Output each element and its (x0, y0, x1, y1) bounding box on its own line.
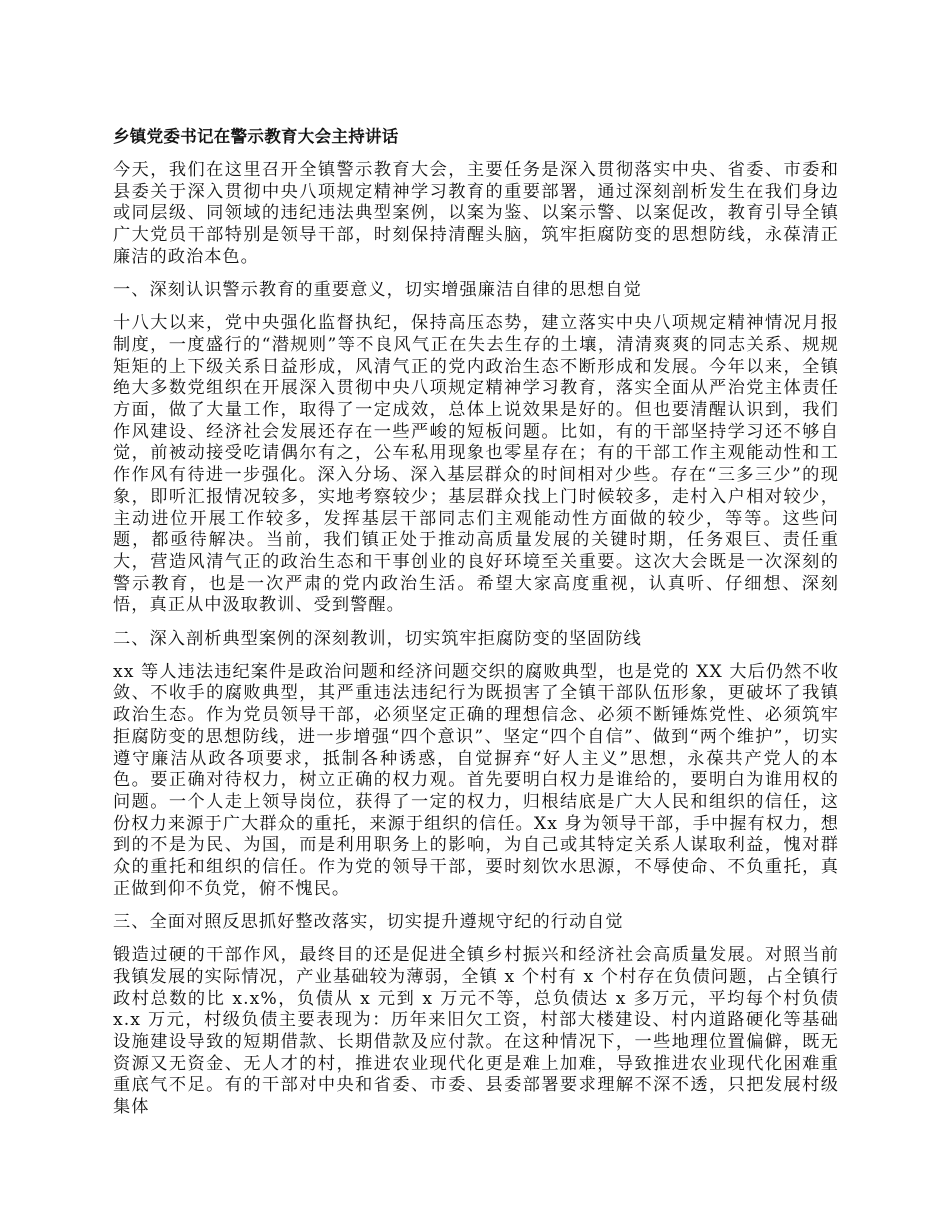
section-1-body: 十八大以来，党中央强化监督执纪，保持高压态势，建立落实中央八项规定精神情况月报制度，一度盛行的“潜规则”等不良风气正在失去生存的土壤，清清爽爽的同志关系、规规矩矩的上下级关系日益形成，风清气正的党内政治生态不断形成和发展。今年以来，全镇绝大多数党组织在开展深入贯彻中央八项规定精神学习教育，落实全面从严治党主体责任方面，做了大量工作，取得了一定成效，总体上说效果是好的。但也要清醒认识到，我们作风建设、经济社会发展还存在一些严峻的短板问题。比如，有的干部坚持学习还不够自觉，前被动接受吃请偶尔有之，公车私用现象也零星存在；有的干部工作主观能动性和工作作风有待进一步强化。深入分场、深入基层群众的时间相对少些。存在“三多三少”的现象，即听汇报情况较多，实地考察较少；基层群众找上门时候较多，走村入户相对较少，主动进位开展工作较多，发挥基层干部同志们主观能动性方面做的较少，等等。这些问题，都亟待解决。当前，我们镇正处于推动高质量发展的关键时期，任务艰巨、责任重大，营造风清气正的政治生态和干事创业的良好环境至关重要。这次大会既是一次深刻的警示教育，也是一次严肃的党内政治生活。希望大家高度重视，认真听、仔细想、深刻悟，真正从中汲取教训、受到警醒。 (113, 313, 839, 616)
section-1-heading: 一、深刻认识警示教育的重要意义，切实增强廉洁自律的思想自觉 (113, 280, 642, 301)
section-2-body: xx 等人违法违纪案件是政治问题和经济问题交织的腐败典型，也是党的 XX 大后仍然不收敛、不收手的腐败典型，其严重违法违纪行为既损害了全镇干部队伍形象，更破坏了我镇政治生态。作为党员领导干部，必须坚定正确的理想信念、必须不断锤炼党性、必须筑牢拒腐防变的思想防线，进一步增强“四个意识”、坚定“四个自信”、做到“两个维护”，切实遵守廉洁从政各项要求，抵制各种诱惑，自觉摒弃“好人主义”思想，永葆共产党人的本色。要正确对待权力，树立正确的权力观。首先要明白权力是谁给的，要明白为谁用权的问题。一个人走上领导岗位，获得了一定的权力，归根结底是广大人民和组织的信任，这份权力来源于广大群众的重托，来源于组织的信任。Xx 身为领导干部，手中握有权力，想到的不是为民、为国，而是利用职务上的影响，为自己或其特定关系人谋取利益，愧对群众的重托和组织的信任。作为党的领导干部，要时刻饮水思源，不辱使命、不负重托，真正做到仰不负党，俯不愧民。 (113, 661, 839, 899)
section-3-heading: 三、全面对照反思抓好整改落实，切实提升遵规守纪的行动自觉 (113, 912, 624, 932)
document-title: 乡镇党委书记在警示教育大会主持讲话 (113, 127, 399, 146)
section-2-heading: 二、深入剖析典型案例的深刻教训，切实筑牢拒腐防变的坚固防线 (113, 628, 642, 649)
section-3-body: 锻造过硬的干部作风，最终目的还是促进全镇乡村振兴和经济社会高质量发展。对照当前我镇发展的实际情况，产业基础较为薄弱，全镇 x 个村有 x 个村存在负债问题，占全镇行政村总数的比 x.x%，负债从 x 元到 x 万元不等，总负债达 x 多万元，平均每个村负债 x.x 万元，村级负债主要表现为：历年来旧欠工资，村部大楼建设、村内道路硬化等基础设施建设导致的短期借款、长期借款及应付款。在这种情况下，一些地理位置偏僻，既无资源又无资金、无人才的村，推进农业现代化更是难上加难，导致推进农业现代化困难重重底气不足。有的干部对中央和省委、市委、县委部署要求理解不深不透，只把发展村级集体 (113, 945, 839, 1118)
intro-paragraph: 今天，我们在这里召开全镇警示教育大会，主要任务是深入贯彻落实中央、省委、市委和县委关于深入贯彻中央八项规定精神学习教育的重要部署，通过深刻剖析发生在我们身边或同层级、同领域的违纪违法典型案例，以案为鉴、以案示警、以案促改，教育引导全镇广大党员干部特别是领导干部，时刻保持清醒头脑，筑牢拒腐防变的思想防线，永葆清正廉洁的政治本色。 (113, 160, 839, 267)
document-page (113, 120, 839, 1130)
